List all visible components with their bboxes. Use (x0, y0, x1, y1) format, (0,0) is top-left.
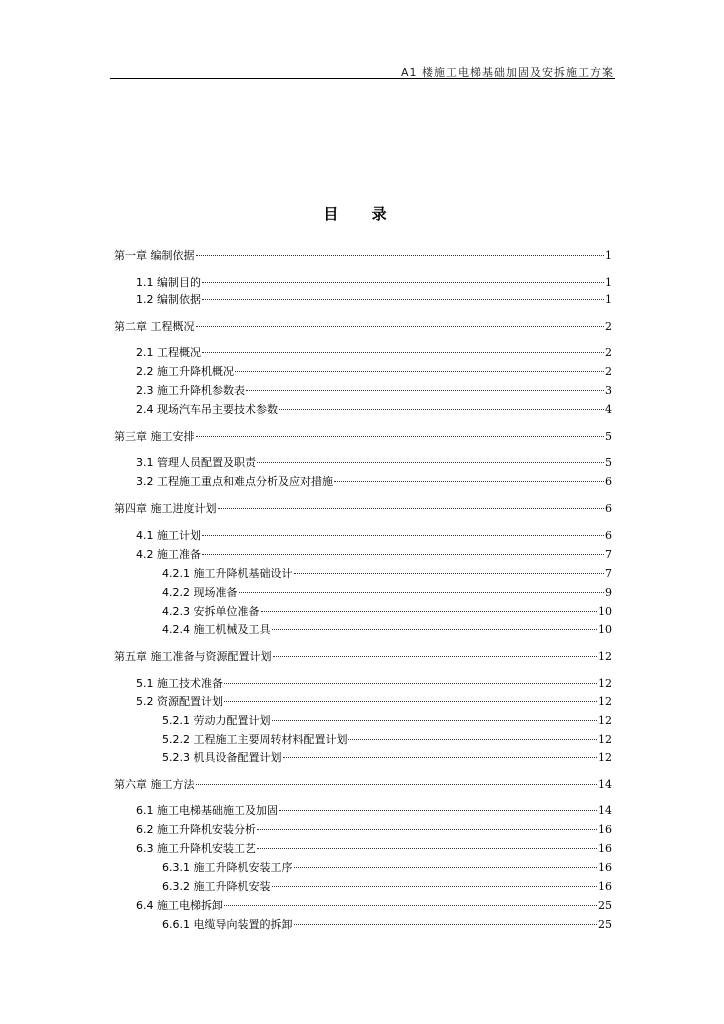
dot-leader (261, 611, 598, 612)
header-rule (110, 78, 615, 79)
toc-entry-label: 5.2.1 劳动力配置计划 (162, 714, 271, 727)
toc-section-entry[interactable] (136, 803, 612, 819)
toc-entry-label: 4.2.3 安拆单位准备 (162, 605, 260, 618)
toc-page-number: 7 (605, 548, 612, 561)
toc-page-number: 14 (598, 778, 612, 791)
toc-subsection-entry[interactable] (162, 750, 612, 766)
toc-entry-label: 5.2 资源配置计划 (136, 695, 223, 708)
toc-title: 目 录 (323, 205, 401, 223)
toc-section-entry[interactable] (136, 402, 612, 418)
toc-page-number: 16 (598, 861, 612, 874)
toc-section-entry[interactable] (136, 383, 612, 399)
dot-leader (202, 554, 604, 555)
toc-section-entry[interactable] (136, 528, 612, 544)
toc-section-entry[interactable] (136, 547, 612, 563)
dot-leader (334, 481, 604, 482)
dot-leader (273, 656, 598, 657)
toc-page-number: 16 (598, 880, 612, 893)
toc-section-entry[interactable] (136, 455, 612, 471)
toc-page-number: 16 (598, 842, 612, 855)
toc-section-entry[interactable] (136, 841, 612, 857)
toc-page-number: 9 (605, 586, 612, 599)
dot-leader (202, 282, 604, 283)
toc-entry-label: 1.2 编制依据 (136, 293, 201, 306)
toc-entry-label: 5.1 施工技术准备 (136, 677, 223, 690)
dot-leader (272, 720, 598, 721)
dot-leader (272, 629, 598, 630)
toc-entry-label: 2.4 现场汽车吊主要技术参数 (136, 403, 278, 416)
toc-section-entry[interactable] (136, 822, 612, 838)
toc-entry-label: 6.3 施工升降机安装工艺 (136, 842, 256, 855)
toc-entry-label: 1.1 编制目的 (136, 276, 201, 289)
toc-entry-label: 5.2.2 工程施工主要周转材料配置计划 (162, 733, 348, 746)
toc-subsection-entry[interactable] (162, 917, 612, 933)
dot-leader (279, 810, 597, 811)
dot-leader (257, 848, 597, 849)
toc-page-number: 25 (598, 899, 612, 912)
toc-entry-label: 第六章 施工方法 (114, 778, 195, 791)
toc-chapter-entry[interactable] (114, 319, 612, 335)
toc-page-number: 2 (605, 346, 612, 359)
toc-section-entry[interactable] (136, 345, 612, 361)
toc-page-number: 4 (605, 403, 612, 416)
dot-leader (235, 371, 604, 372)
toc-entry-label: 第三章 施工安排 (114, 430, 195, 443)
dot-leader (202, 299, 604, 300)
dot-leader (196, 784, 598, 785)
toc-section-entry[interactable] (136, 898, 612, 914)
toc-entry-label: 6.1 施工电梯基础施工及加固 (136, 804, 278, 817)
toc-page-number: 6 (605, 475, 612, 488)
toc-page-number: 12 (598, 733, 612, 746)
toc-page-number: 7 (605, 567, 612, 580)
toc-entry-label: 第一章 编制依据 (114, 249, 195, 262)
toc-page-number: 12 (598, 677, 612, 690)
toc-section-entry[interactable] (136, 292, 612, 308)
dot-leader (272, 886, 598, 887)
toc-entry-label: 4.2.4 施工机械及工具 (162, 623, 271, 636)
toc-subsection-entry[interactable] (162, 732, 612, 748)
toc-subsection-entry[interactable] (162, 622, 612, 638)
toc-page-number: 1 (605, 276, 612, 289)
toc-page-number: 10 (598, 623, 612, 636)
dot-leader (348, 739, 597, 740)
dot-leader (257, 462, 604, 463)
dot-leader (196, 255, 605, 256)
running-header: A1 楼施工电梯基础加固及安拆施工方案 (400, 66, 614, 79)
toc-entry-label: 4.2.2 现场准备 (162, 586, 238, 599)
toc-entry-label: 6.3.1 施工升降机安装工序 (162, 861, 293, 874)
toc-subsection-entry[interactable] (162, 585, 612, 601)
toc-entry-label: 2.2 施工升降机概况 (136, 365, 234, 378)
toc-page-number: 12 (598, 650, 612, 663)
toc-chapter-entry[interactable] (114, 248, 612, 264)
toc-chapter-entry[interactable] (114, 501, 612, 517)
dot-leader (283, 757, 598, 758)
toc-entry-label: 4.2 施工准备 (136, 548, 201, 561)
toc-entry-label: 3.1 管理人员配置及职责 (136, 456, 256, 469)
toc-page-number: 16 (598, 823, 612, 836)
dot-leader (224, 701, 597, 702)
toc-entry-label: 6.2 施工升降机安装分析 (136, 823, 256, 836)
toc-page-number: 2 (605, 365, 612, 378)
toc-entry-label: 6.3.2 施工升降机安装 (162, 880, 271, 893)
dot-leader (239, 592, 605, 593)
toc-subsection-entry[interactable] (162, 879, 612, 895)
toc-page-number: 14 (598, 804, 612, 817)
dot-leader (246, 390, 604, 391)
toc-section-entry[interactable] (136, 474, 612, 490)
dot-leader (196, 326, 605, 327)
toc-subsection-entry[interactable] (162, 860, 612, 876)
toc-page-number: 25 (598, 918, 612, 931)
toc-chapter-entry[interactable] (114, 429, 612, 445)
toc-section-entry[interactable] (136, 364, 612, 380)
dot-leader (294, 924, 598, 925)
toc-page-number: 2 (605, 320, 612, 333)
toc-entry-label: 3.2 工程施工重点和难点分析及应对措施 (136, 475, 333, 488)
dot-leader (257, 829, 597, 830)
toc-subsection-entry[interactable] (162, 566, 612, 582)
dot-leader (218, 508, 605, 509)
toc-entry-label: 第二章 工程概况 (114, 320, 195, 333)
toc-entry-label: 2.3 施工升降机参数表 (136, 384, 245, 397)
toc-entry-label: 第四章 施工进度计划 (114, 502, 217, 515)
toc-entry-label: 6.4 施工电梯拆卸 (136, 899, 223, 912)
toc-page-number: 1 (605, 293, 612, 306)
dot-leader (202, 352, 604, 353)
dot-leader (279, 409, 604, 410)
toc-section-entry[interactable] (136, 694, 612, 710)
toc-page-number: 1 (605, 249, 612, 262)
dot-leader (196, 436, 605, 437)
toc-entry-label: 第五章 施工准备与资源配置计划 (114, 650, 272, 663)
toc-entry-label: 6.6.1 电缆导向装置的拆卸 (162, 918, 293, 931)
toc-page-number: 12 (598, 714, 612, 727)
toc-page-number: 10 (598, 605, 612, 618)
dot-leader (224, 905, 597, 906)
toc-page-number: 5 (605, 456, 612, 469)
toc-entry-label: 4.1 施工计划 (136, 529, 201, 542)
toc-page-number: 6 (605, 502, 612, 515)
dot-leader (294, 867, 598, 868)
toc-subsection-entry[interactable] (162, 713, 612, 729)
toc-entry-label: 2.1 工程概况 (136, 346, 201, 359)
toc-page-number: 12 (598, 695, 612, 708)
toc-page-number: 5 (605, 430, 612, 443)
toc-page-number: 3 (605, 384, 612, 397)
toc-section-entry[interactable] (136, 275, 612, 291)
toc-entry-label: 5.2.3 机具设备配置计划 (162, 751, 282, 764)
toc-section-entry[interactable] (136, 676, 612, 692)
dot-leader (294, 573, 605, 574)
toc-subsection-entry[interactable] (162, 604, 612, 620)
dot-leader (202, 535, 604, 536)
toc-page-number: 6 (605, 529, 612, 542)
toc-chapter-entry[interactable] (114, 777, 612, 793)
toc-entry-label: 4.2.1 施工升降机基础设计 (162, 567, 293, 580)
toc-chapter-entry[interactable] (114, 649, 612, 665)
dot-leader (224, 683, 597, 684)
toc-page-number: 12 (598, 751, 612, 764)
